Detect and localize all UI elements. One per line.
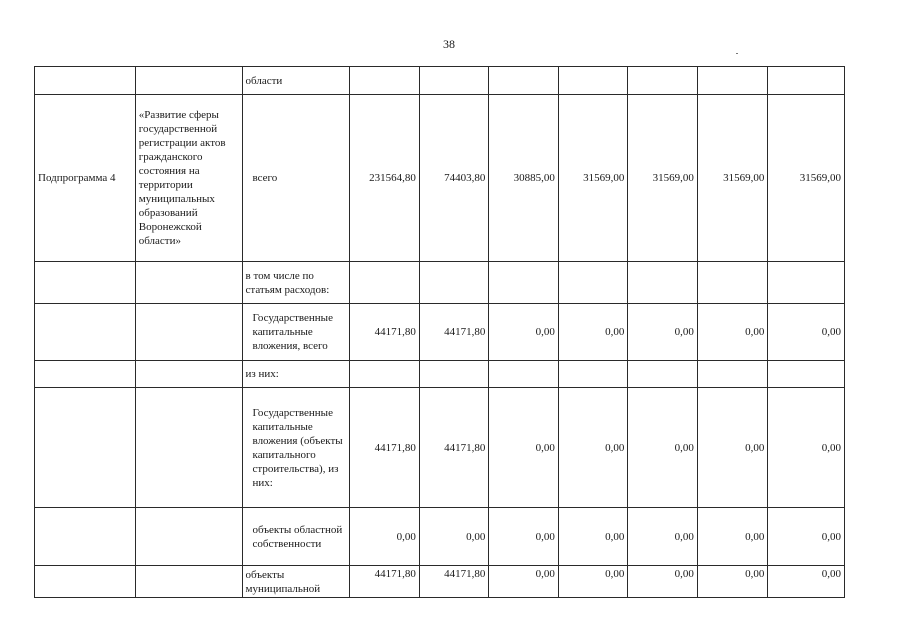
value-cell: 0,00 xyxy=(628,566,698,598)
value-cell xyxy=(350,361,420,388)
program-name-cell xyxy=(35,262,136,304)
value-cell: 44171,80 xyxy=(350,566,420,598)
expense-item-cell: Государственные капитальные вложения (объекты капитального строительства), из них: xyxy=(242,388,350,508)
table-row xyxy=(35,361,845,388)
value-cell: 0,00 xyxy=(628,304,698,361)
expense-item-cell: объекты областной собственности xyxy=(242,508,350,566)
program-name-cell xyxy=(35,361,136,388)
value-cell: 31569,00 xyxy=(768,95,845,262)
value-cell: 74403,80 xyxy=(419,95,489,262)
value-cell xyxy=(768,67,845,95)
value-cell: 0,00 xyxy=(697,304,768,361)
value-cell: 44171,80 xyxy=(350,304,420,361)
value-cell xyxy=(350,67,420,95)
value-cell: 0,00 xyxy=(489,508,559,566)
program-name-cell xyxy=(35,508,136,566)
value-cell xyxy=(350,262,420,304)
value-cell: 0,00 xyxy=(768,304,845,361)
scan-speck xyxy=(736,53,738,54)
value-cell: 0,00 xyxy=(419,508,489,566)
value-cell: 44171,80 xyxy=(419,566,489,598)
value-cell: 0,00 xyxy=(558,304,628,361)
value-cell xyxy=(419,361,489,388)
budget-table xyxy=(34,66,845,598)
expense-item-cell: объекты муниципальной xyxy=(242,566,350,598)
value-cell xyxy=(419,262,489,304)
value-cell xyxy=(489,262,559,304)
program-name-cell xyxy=(35,388,136,508)
expense-item-cell: из них: xyxy=(242,361,350,388)
table-row xyxy=(35,262,845,304)
value-cell xyxy=(419,67,489,95)
expense-item-cell: Государственные капитальные вложения, всего xyxy=(242,304,350,361)
table-row xyxy=(35,508,845,566)
value-cell xyxy=(697,361,768,388)
value-cell: 0,00 xyxy=(697,388,768,508)
program-name-cell xyxy=(35,67,136,95)
program-name-cell xyxy=(35,566,136,598)
program-description-cell xyxy=(135,508,242,566)
value-cell: 0,00 xyxy=(697,508,768,566)
value-cell: 0,00 xyxy=(558,508,628,566)
value-cell: 0,00 xyxy=(558,566,628,598)
program-description-cell xyxy=(135,67,242,95)
value-cell: 31569,00 xyxy=(697,95,768,262)
value-cell xyxy=(768,262,845,304)
program-description-cell xyxy=(135,388,242,508)
expense-item-cell: всего xyxy=(242,95,350,262)
table-row xyxy=(35,67,845,95)
value-cell: 44171,80 xyxy=(350,388,420,508)
program-description-cell xyxy=(135,361,242,388)
value-cell: 0,00 xyxy=(697,566,768,598)
program-name-cell xyxy=(35,304,136,361)
value-cell: 231564,80 xyxy=(350,95,420,262)
table-row xyxy=(35,388,845,508)
value-cell: 0,00 xyxy=(768,566,845,598)
value-cell: 31569,00 xyxy=(628,95,698,262)
value-cell xyxy=(489,67,559,95)
program-description-cell xyxy=(135,262,242,304)
value-cell: 0,00 xyxy=(350,508,420,566)
value-cell: 0,00 xyxy=(628,388,698,508)
value-cell: 44171,80 xyxy=(419,388,489,508)
expense-item-cell: области xyxy=(242,67,350,95)
program-description-cell: «Развитие сферы государственной регистрации актов гражданского состояния на территории муниципальных образований Воронежской области» xyxy=(135,95,242,262)
value-cell xyxy=(558,361,628,388)
value-cell xyxy=(489,361,559,388)
value-cell: 44171,80 xyxy=(419,304,489,361)
value-cell: 0,00 xyxy=(489,304,559,361)
value-cell: 30885,00 xyxy=(489,95,559,262)
program-name-cell: Подпрограмма 4 xyxy=(35,95,136,262)
value-cell xyxy=(697,262,768,304)
value-cell: 0,00 xyxy=(628,508,698,566)
value-cell xyxy=(628,67,698,95)
program-description-cell xyxy=(135,304,242,361)
value-cell: 0,00 xyxy=(489,388,559,508)
value-cell xyxy=(628,361,698,388)
page-number: 38 xyxy=(443,37,455,51)
value-cell: 0,00 xyxy=(768,508,845,566)
table-row xyxy=(35,95,845,262)
value-cell xyxy=(628,262,698,304)
value-cell xyxy=(558,67,628,95)
value-cell: 0,00 xyxy=(558,388,628,508)
value-cell xyxy=(697,67,768,95)
value-cell: 31569,00 xyxy=(558,95,628,262)
value-cell: 0,00 xyxy=(768,388,845,508)
expense-item-cell: в том числе по статьям расходов: xyxy=(242,262,350,304)
value-cell: 0,00 xyxy=(489,566,559,598)
value-cell xyxy=(768,361,845,388)
table-row xyxy=(35,304,845,361)
table-row xyxy=(35,566,845,598)
program-description-cell xyxy=(135,566,242,598)
value-cell xyxy=(558,262,628,304)
